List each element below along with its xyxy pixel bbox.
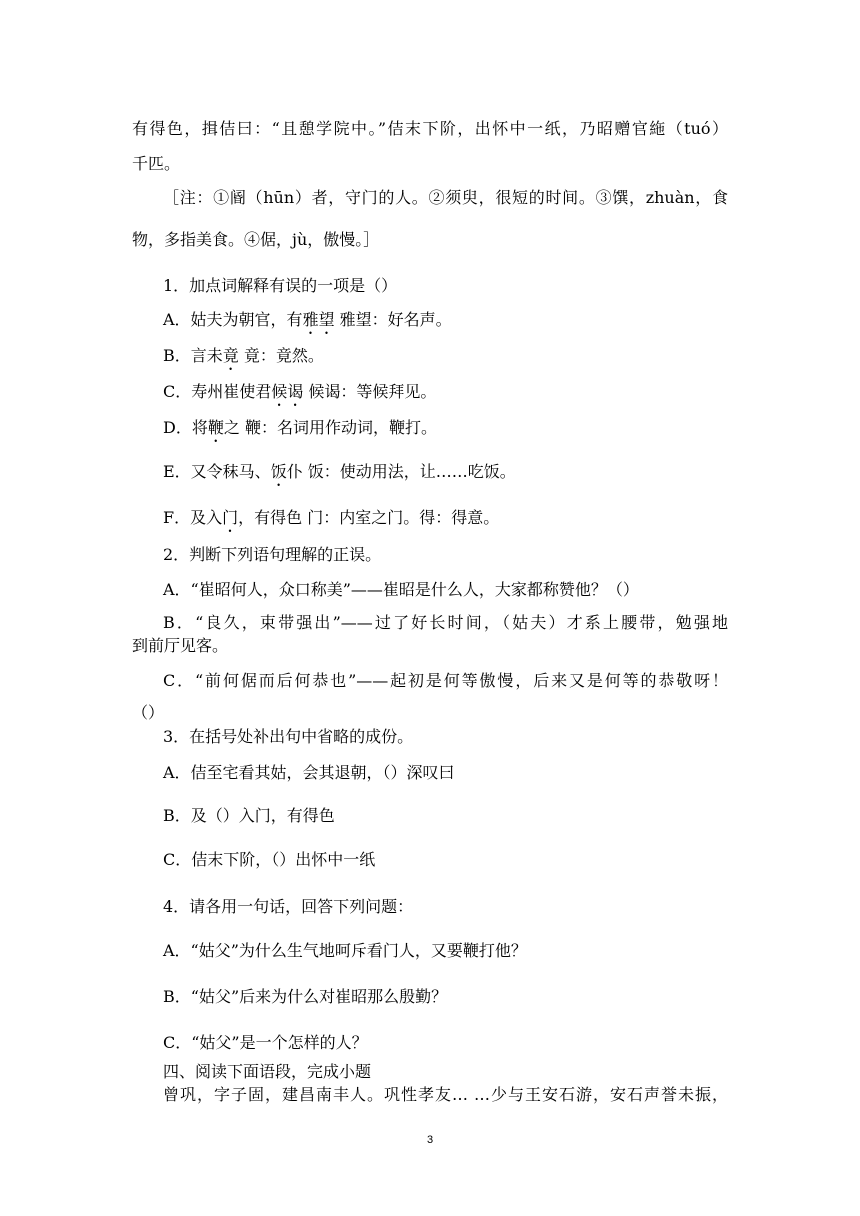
option-text: A．姑夫为朝官，有 xyxy=(163,310,303,329)
question-2-option-c-line-2: （） xyxy=(132,703,165,722)
dotted-word: 候谒 xyxy=(271,382,304,401)
question-1-option-d xyxy=(163,418,437,446)
question-2-option-b-line-1: B．“良久，束带强出”——过了好长时间，（姑夫）才系上腰带，勉强地 xyxy=(163,613,728,632)
option-text: C．寿州崔使君 xyxy=(163,382,272,401)
passage-line-1: 有得色，揖佶曰：“且憩学院中。”佶末下阶，出怀中一纸，乃昭赠官絁（tuó） xyxy=(132,119,728,138)
option-text: 竟：竟然。 xyxy=(238,346,324,365)
question-4-option-c: C．“姑父”是一个怎样的人？ xyxy=(163,1033,368,1052)
dotted-word: 饭 xyxy=(270,462,287,481)
question-4: 4．请各用一句话，回答下列问题： xyxy=(163,897,414,916)
option-text: B．言未 xyxy=(163,346,223,365)
question-1: 1．加点词解释有误的一项是（） xyxy=(163,276,398,295)
option-text: F．及入 xyxy=(163,508,223,527)
option-text: 仆 饭：使动用法，让……吃饭。 xyxy=(286,462,516,481)
question-1-option-a xyxy=(163,310,452,338)
question-1-option-c xyxy=(163,382,436,410)
question-3-option-a: A．佶至宅看其姑，会其退朝，（）深叹曰 xyxy=(163,763,455,782)
question-3: 3．在括号处补出句中省略的成份。 xyxy=(163,727,414,746)
option-text: D．将 xyxy=(163,418,208,437)
question-2-option-c-line-1: C．“前何倨而后何恭也”——起初是何等傲慢，后来又是何等的恭敬呀！ xyxy=(163,671,728,690)
option-text: ，有得色 门：内室之门。得：得意。 xyxy=(238,508,500,527)
passage-line-2: 千匹。 xyxy=(132,154,181,173)
question-2: 2．判断下列语句理解的正误。 xyxy=(163,545,382,564)
note-line-1: ［注：①阍（hūn）者，守门的人。②须臾，很短的时间。③馔，zhuàn，食 xyxy=(163,188,728,207)
section-4-heading: 四、阅读下面语段，完成小题 xyxy=(163,1062,372,1081)
option-text: 候谒：等候拜见。 xyxy=(303,382,437,401)
dotted-word: 雅望 xyxy=(302,310,335,329)
dotted-word: 竟 xyxy=(222,346,239,365)
question-3-option-b: B．及（）入门，有得色 xyxy=(163,806,335,825)
question-1-option-e xyxy=(163,462,516,490)
question-2-option-a: A．“崔昭何人，众口称美”——崔昭是什么人，大家都称赞他？（） xyxy=(163,580,639,599)
dotted-word: 门 xyxy=(222,508,239,527)
option-text: E．又令秣马、 xyxy=(163,462,271,481)
option-text: 雅望：好名声。 xyxy=(334,310,452,329)
question-4-option-b: B．“姑父”后来为什么对崔昭那么殷勤？ xyxy=(163,987,448,1006)
question-4-option-a: A．“姑父”为什么生气地呵斥看门人，又要鞭打他？ xyxy=(163,941,527,960)
question-1-option-b xyxy=(163,346,324,374)
question-3-option-c: C．佶末下阶，（）出怀中一纸 xyxy=(163,850,376,869)
dotted-word: 鞭 xyxy=(207,418,224,437)
question-2-option-b-line-2: 到前厅见客。 xyxy=(132,636,229,655)
option-text: 之 鞭：名词用作动词，鞭打。 xyxy=(223,418,437,437)
question-1-option-f xyxy=(163,508,499,536)
note-line-2: 物，多指美食。④倨，jù，傲慢。］ xyxy=(132,230,380,249)
section-4-passage-line-1: 曾巩，字子固，建昌南丰人。巩性孝友… …少与王安石游，安石声誉未振， xyxy=(163,1085,728,1104)
page-number: 3 xyxy=(426,1134,434,1146)
